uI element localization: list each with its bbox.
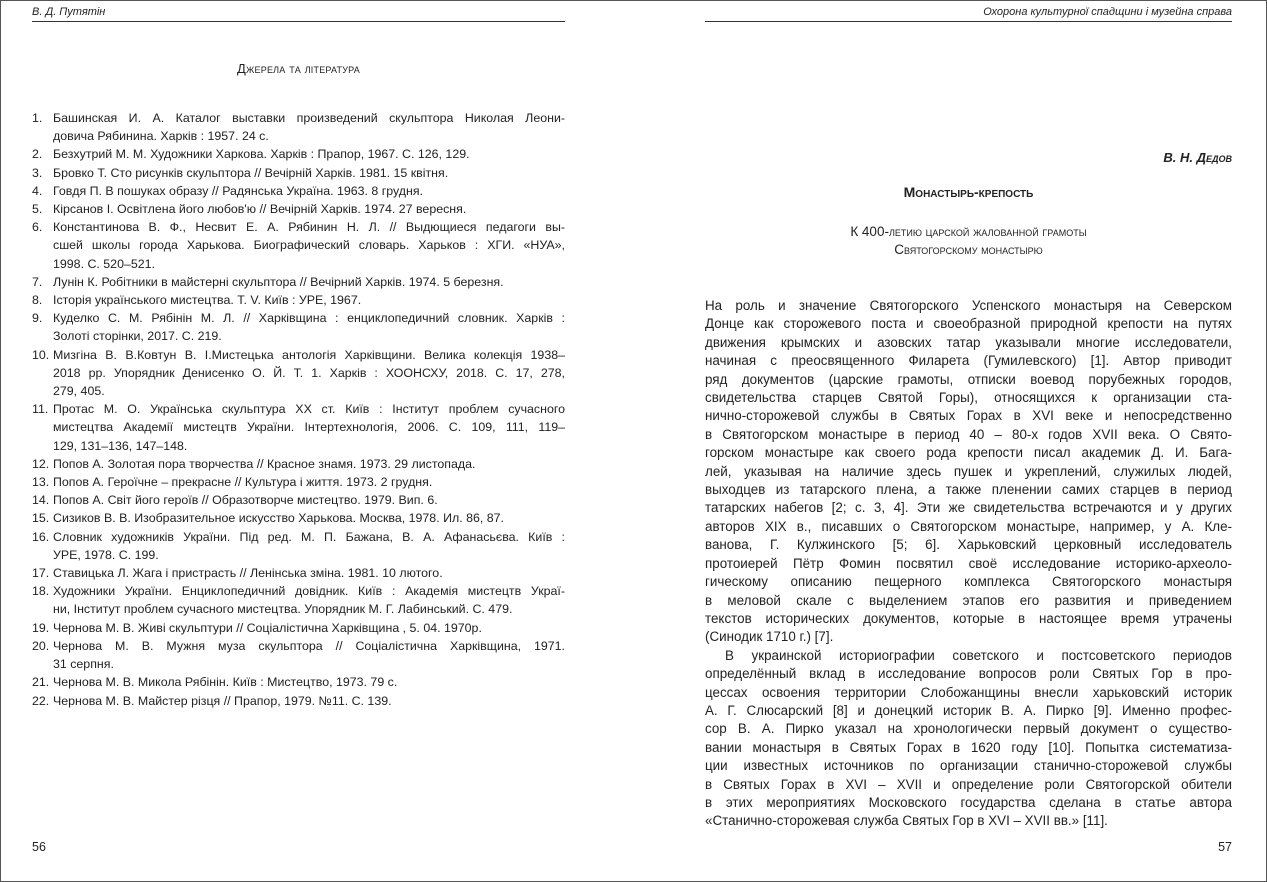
reference-line: Чернова М. В. Майстер різця // Прапор, 1979. №11. С. 139. [53, 693, 392, 708]
reference-number: 18. [32, 584, 50, 599]
reference-line: Куделко С. М. Рябінін М. Л. // Харківщина : енциклопедичний словник. Харків : [53, 311, 565, 326]
left-page [32, 0, 565, 882]
reference-item [32, 692, 565, 710]
reference-number: 3. [32, 165, 43, 180]
reference-number: 20. [32, 638, 50, 653]
reference-text [53, 619, 565, 637]
right-page [705, 0, 1232, 882]
article-title: Монастырь-крепость [903, 184, 1034, 200]
reference-item [32, 200, 565, 218]
reference-item [32, 218, 565, 273]
body-line: ванова, Г. Кулжинского [5; 6]. Харьковский церковный исследователь [705, 537, 1232, 553]
body-line: начиная с преосвященного Филарета (Гумилевского) [1]. Автор приводит [705, 353, 1232, 369]
article-author: В. Н. Дедов [1163, 150, 1232, 165]
reference-text [53, 200, 565, 218]
body-line: в этих мероприятиях Московского государства сделана в статье автора [705, 794, 1232, 810]
body-line: движения крымских и азовских татар указывали многие исследователи, [705, 334, 1232, 350]
reference-text [53, 218, 565, 273]
reference-text [53, 309, 565, 345]
reference-text [53, 528, 565, 564]
reference-list [32, 109, 565, 710]
reference-line: мистецтва Академії мистецтв України. Інтертехнологія, 2006. С. 109, 111, 119– [53, 420, 565, 435]
reference-line: Протас М. О. Українська скульптура XX ст. Київ : Інститут проблем сучасного [53, 402, 565, 417]
reference-line: Чернова М. В. Живі скульптури // Соціалістична Харківщина , 5. 04. 1970р. [53, 620, 482, 635]
reference-item [32, 619, 565, 637]
section-title: Джерела та література [237, 61, 360, 76]
reference-text [53, 400, 565, 455]
reference-item [32, 145, 565, 163]
reference-text [53, 692, 565, 710]
reference-number: 14. [32, 493, 50, 508]
reference-number: 4. [32, 183, 43, 198]
reference-item [32, 673, 565, 691]
reference-number: 21. [32, 675, 50, 690]
body-line: вании монастыря в Святых Горах в 1620 году [10]. Попытка систематиза- [705, 739, 1232, 755]
reference-number: 6. [32, 220, 43, 235]
body-line: свидетельства старцев Святой Горы), относящихся к организации ста- [705, 390, 1232, 406]
reference-line: Ставицька Л. Жага і пристрасть // Ленінська зміна. 1981. 10 лютого. [53, 566, 443, 581]
body-line: В украинской историографии советского и постсоветского периодов [725, 647, 1232, 663]
reference-item [32, 164, 565, 182]
body-line: «Станично-сторожевая служба Святых Гор в XVI – XVII вв.» [11]. [705, 813, 1108, 829]
body-line: протоиерей Пётр Фомин посвятил своё исследование историко-археоло- [705, 555, 1232, 571]
reference-text [53, 346, 565, 401]
body-line: Донце как сторожевого поста и своеобразной природной крепости на путях [705, 316, 1232, 332]
reference-text [53, 509, 565, 527]
reference-line: Словник художників України. Під ред. М. П. Бажана, В. А. Афанасьєва. Київ : [53, 529, 565, 544]
reference-line: 31 серпня. [53, 657, 114, 672]
reference-text [53, 473, 565, 491]
body-line: нично-сторожевой службы в Святых Горах в XVI веке и непосредственно [705, 408, 1232, 424]
reference-number: 11. [32, 402, 49, 417]
reference-number: 9. [32, 311, 43, 326]
reference-number: 17. [32, 566, 50, 581]
reference-line: сшей школы города Харькова. Биографический словарь. Харьков : ХГИ. «НУА», [53, 238, 565, 253]
reference-item [32, 400, 565, 455]
reference-number: 19. [32, 620, 50, 635]
page-number-right: 57 [1218, 840, 1232, 854]
reference-number: 16. [32, 529, 50, 544]
reference-number: 2. [32, 147, 43, 162]
reference-item [32, 346, 565, 401]
body-line: авторов XIX в., писавших о Святогорском монастыре, например, у А. Кле- [705, 518, 1232, 534]
body-line: ции известных источников по организации станично-сторожевой службы [705, 758, 1232, 774]
reference-text [53, 145, 565, 163]
reference-number: 7. [32, 274, 43, 289]
body-line: текстов исторических документов, которые в настоящее время утрачены [705, 610, 1232, 626]
reference-number: 5. [32, 202, 43, 217]
reference-item [32, 309, 565, 345]
body-line: (Синодик 1710 г.) [7]. [705, 629, 834, 645]
reference-line: 279, 405. [53, 384, 105, 399]
reference-line: Мизгіна В. В.Ковтун В. І.Мистецька антологія Харківщини. Велика колекція 1938– [53, 347, 565, 362]
reference-number: 10. [32, 347, 50, 362]
reference-line: Попов А. Героїчне – прекрасне // Культура і життя. 1973. 2 грудня. [53, 475, 433, 490]
reference-line: Говдя П. В пошуках образу // Радянська Україна. 1963. 8 грудня. [53, 183, 424, 198]
body-line: выходцев из татарского плена, а также пленении самих старцев в период [705, 482, 1232, 498]
running-head-left: В. Д. Путятін [32, 6, 565, 22]
body-line: лей, указывая на наличие здесь пушек и укреплений, служилых людей, [705, 463, 1232, 479]
reference-line: Попов А. Світ його героїв // Образотворче мистецтво. 1979. Вип. 6. [53, 493, 438, 508]
paragraph [705, 297, 1232, 647]
reference-line: Безхутрий М. М. Художники Харкова. Харків : Прапор, 1967. С. 126, 129. [53, 147, 470, 162]
reference-line: 129, 131–136, 147–148. [53, 438, 188, 453]
reference-line: УРЕ, 1978. С. 199. [53, 547, 159, 562]
reference-line: Історія українського мистецтва. Т. V. Київ : УРЕ, 1967. [53, 293, 362, 308]
body-line: татарских набегов [2; с. 3, 4]. Эти же свидетельства встречаются и у других [705, 500, 1232, 516]
reference-text [53, 582, 565, 618]
reference-text [53, 455, 565, 473]
article-subtitle [705, 223, 1232, 259]
reference-line: Кірсанов І. Освітлена його любов'ю // Вечірній Харків. 1974. 27 вересня. [53, 202, 467, 217]
reference-item [32, 473, 565, 491]
reference-line: Попов А. Золотая пора творчества // Красное знамя. 1973. 29 листопада. [53, 456, 476, 471]
reference-text [53, 564, 565, 582]
reference-number: 8. [32, 293, 43, 308]
reference-item [32, 509, 565, 527]
reference-text [53, 164, 565, 182]
reference-item [32, 273, 565, 291]
reference-line: Башинская И. А. Каталог выставки произведений скульптора Николая Леони- [53, 111, 565, 125]
body-line: в Святых Горах в XVI – XVII и определение роли Святогорской обители [705, 776, 1232, 792]
reference-line: Золоті сторінки, 2017. С. 219. [53, 329, 222, 344]
reference-line: довича Рябинина. Харків : 1957. 24 с. [53, 129, 269, 144]
body-line: цессах освоения территории Слобожанщины внесли харьковский историк [705, 684, 1232, 700]
reference-text [53, 291, 565, 309]
body-line: горском монастыре как своего рода крепости писал академик Д. И. Бага- [705, 445, 1232, 461]
reference-number: 15. [32, 511, 50, 526]
reference-line: Константинова В. Ф., Несвит Е. А. Рябинин Н. Л. // Выдющиеся педагоги вы- [53, 220, 565, 235]
reference-text [53, 491, 565, 509]
running-head-right: Охорона культурної спадщини і музейна справа [705, 6, 1232, 22]
reference-item [32, 582, 565, 618]
reference-line: Художники України. Енциклопедичний довідник. Київ : Академія мистецтв Украї- [53, 584, 565, 599]
body-line: определённый вклад в исследование вопросов роли Святых Гор в про- [705, 666, 1232, 682]
reference-item [32, 637, 565, 673]
reference-number: 12. [32, 456, 50, 471]
body-line: А. Г. Слюсарский [8] и донецкий историк В. А. Пирко [9]. Именно профес- [705, 702, 1232, 718]
reference-line: Чернова М. В. Мужня муза скульптора // Соціалістична Харківщина, 1971. [53, 638, 565, 653]
reference-line: ни, Інститут проблем сучасного мистецтва. Упорядник М. Г. Лабинський. С. 479. [53, 602, 513, 617]
reference-number: 13. [32, 475, 50, 490]
subtitle-line: Святогорскому монастырю [894, 242, 1043, 257]
reference-text [53, 637, 565, 673]
reference-line: Чернова М. В. Микола Рябінін. Київ : Мистецтво, 1973. 79 с. [53, 675, 398, 690]
body-line: гическому описанию пещерного комплекса Святогорского монастыря [705, 574, 1232, 590]
reference-text [53, 109, 565, 145]
reference-line: Сизиков В. В. Изобразительное искусство Харькова. Москва, 1978. Ил. 86, 87. [53, 511, 504, 526]
reference-text [53, 673, 565, 691]
reference-item [32, 528, 565, 564]
reference-line: 1998. С. 520–521. [53, 256, 155, 271]
body-line: в меловой скале с выделением этапов его развития и приведением [705, 592, 1232, 608]
body-line: На роль и значение Святогорского Успенского монастыря на Северском [705, 298, 1232, 313]
reference-item [32, 455, 565, 473]
reference-text [53, 182, 565, 200]
page-number-left: 56 [32, 840, 46, 854]
reference-item [32, 182, 565, 200]
reference-line: Бровко Т. Сто рисунків скульптора // Вечірній Харків. 1981. 15 квітня. [53, 165, 449, 180]
paragraph [705, 647, 1232, 831]
reference-item [32, 291, 565, 309]
reference-item [32, 564, 565, 582]
article-body [705, 297, 1232, 831]
reference-number: 22. [32, 693, 50, 708]
body-line: сор В. А. Пирко указал на хронологически первый документ о существо- [705, 721, 1232, 737]
reference-item [32, 491, 565, 509]
reference-line: 2018 рр. Упорядник Денисенко О. Й. Т. 1. Харків : ХООНСХУ, 2018. С. 17, 278, [53, 365, 565, 380]
reference-number: 1. [32, 111, 43, 125]
reference-text [53, 273, 565, 291]
reference-item [32, 109, 565, 145]
body-line: в Святогорском монастыре в период 40 – 80-х годов XVII века. О Свято- [705, 426, 1232, 442]
body-line: ряд документов (царские грамоты, отписки воевод порубежных городов, [705, 371, 1232, 387]
reference-line: Лунін К. Робітники в майстерні скульптора // Вечірний Харків. 1974. 5 березня. [53, 274, 504, 289]
subtitle-line: К 400-летию царской жалованной грамоты [850, 224, 1087, 239]
